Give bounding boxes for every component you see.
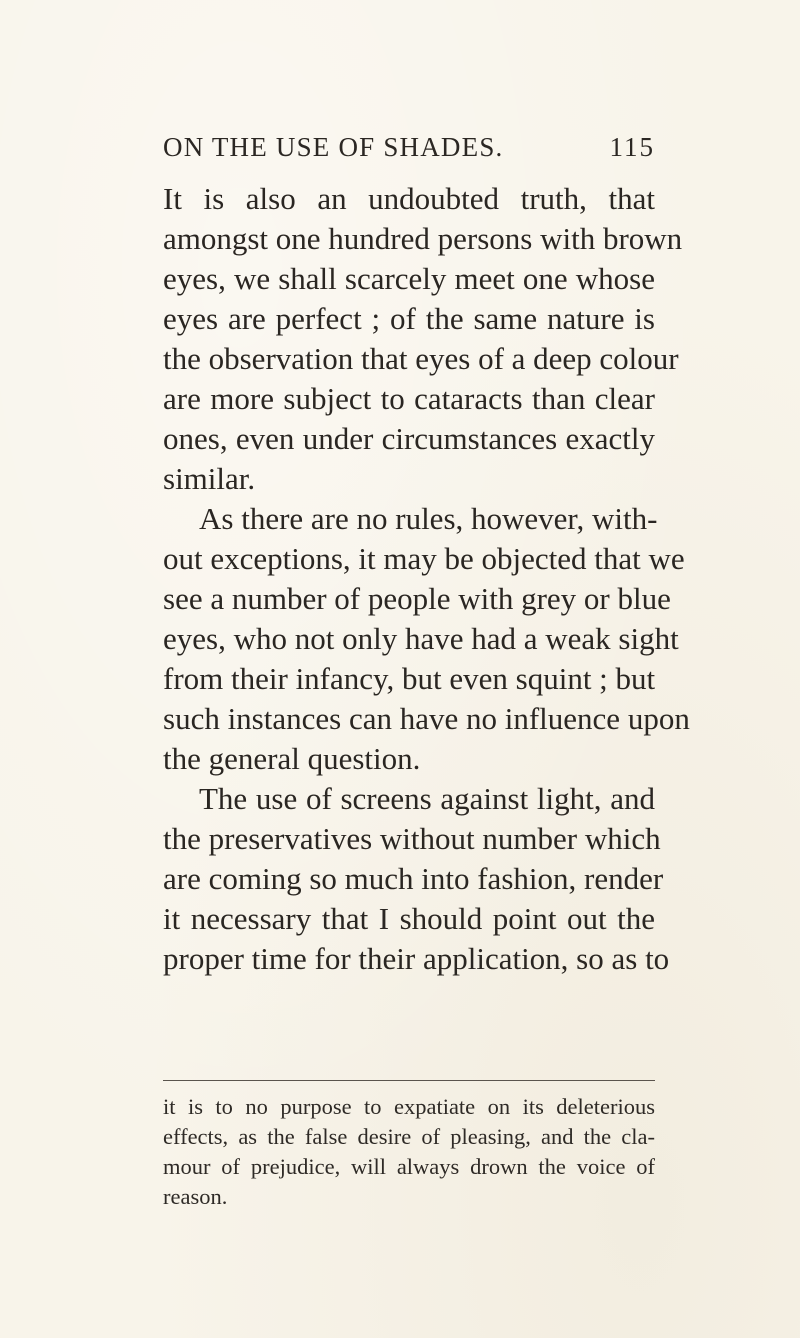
body-line: out exceptions, it may be objected that we xyxy=(163,541,685,576)
body-line: eyes, we shall scarcely meet one whose xyxy=(163,261,655,296)
body-line: the observation that eyes of a deep colour xyxy=(163,341,679,376)
body-line: such instances can have no influence upon xyxy=(163,701,690,736)
body-line: from their infancy, but even squint ; but xyxy=(163,661,656,696)
footnote-divider xyxy=(163,1080,655,1081)
body-line: proper time for their application, so as to xyxy=(163,941,670,976)
footnote-line: it is to no purpose to expatiate on its deleterious xyxy=(163,1094,655,1119)
running-title: ON THE USE OF SHADES. xyxy=(163,132,504,162)
body-line: see a number of people with grey or blue xyxy=(163,581,671,616)
footnote-line: reason. xyxy=(163,1184,228,1209)
body-line: the general question. xyxy=(163,741,421,776)
body-line: ones, even under circumstances exactly xyxy=(163,421,655,456)
body-line: eyes are perfect ; of the same nature is xyxy=(163,301,655,336)
page-header xyxy=(163,132,655,172)
body-line: eyes, who not only have had a weak sight xyxy=(163,621,679,656)
body-line-indented: As there are no rules, however, with- xyxy=(199,501,658,536)
body-line: similar. xyxy=(163,461,256,496)
footnote-line: effects, as the false desire of pleasing, and the cla- xyxy=(163,1124,655,1149)
body-line: are more subject to cataracts than clear xyxy=(163,381,655,416)
body-line: the preservatives without number which xyxy=(163,821,661,856)
body-line-indented: The use of screens against light, and xyxy=(199,781,655,816)
body-line: It is also an undoubted truth, that xyxy=(163,181,655,216)
footnote-line: mour of prejudice, will always drown the voice of xyxy=(163,1154,655,1179)
page-number: 115 xyxy=(609,132,655,162)
body-line: it necessary that I should point out the xyxy=(163,901,655,936)
body-line: amongst one hundred persons with brown xyxy=(163,221,683,256)
body-line: are coming so much into fashion, render xyxy=(163,861,664,896)
